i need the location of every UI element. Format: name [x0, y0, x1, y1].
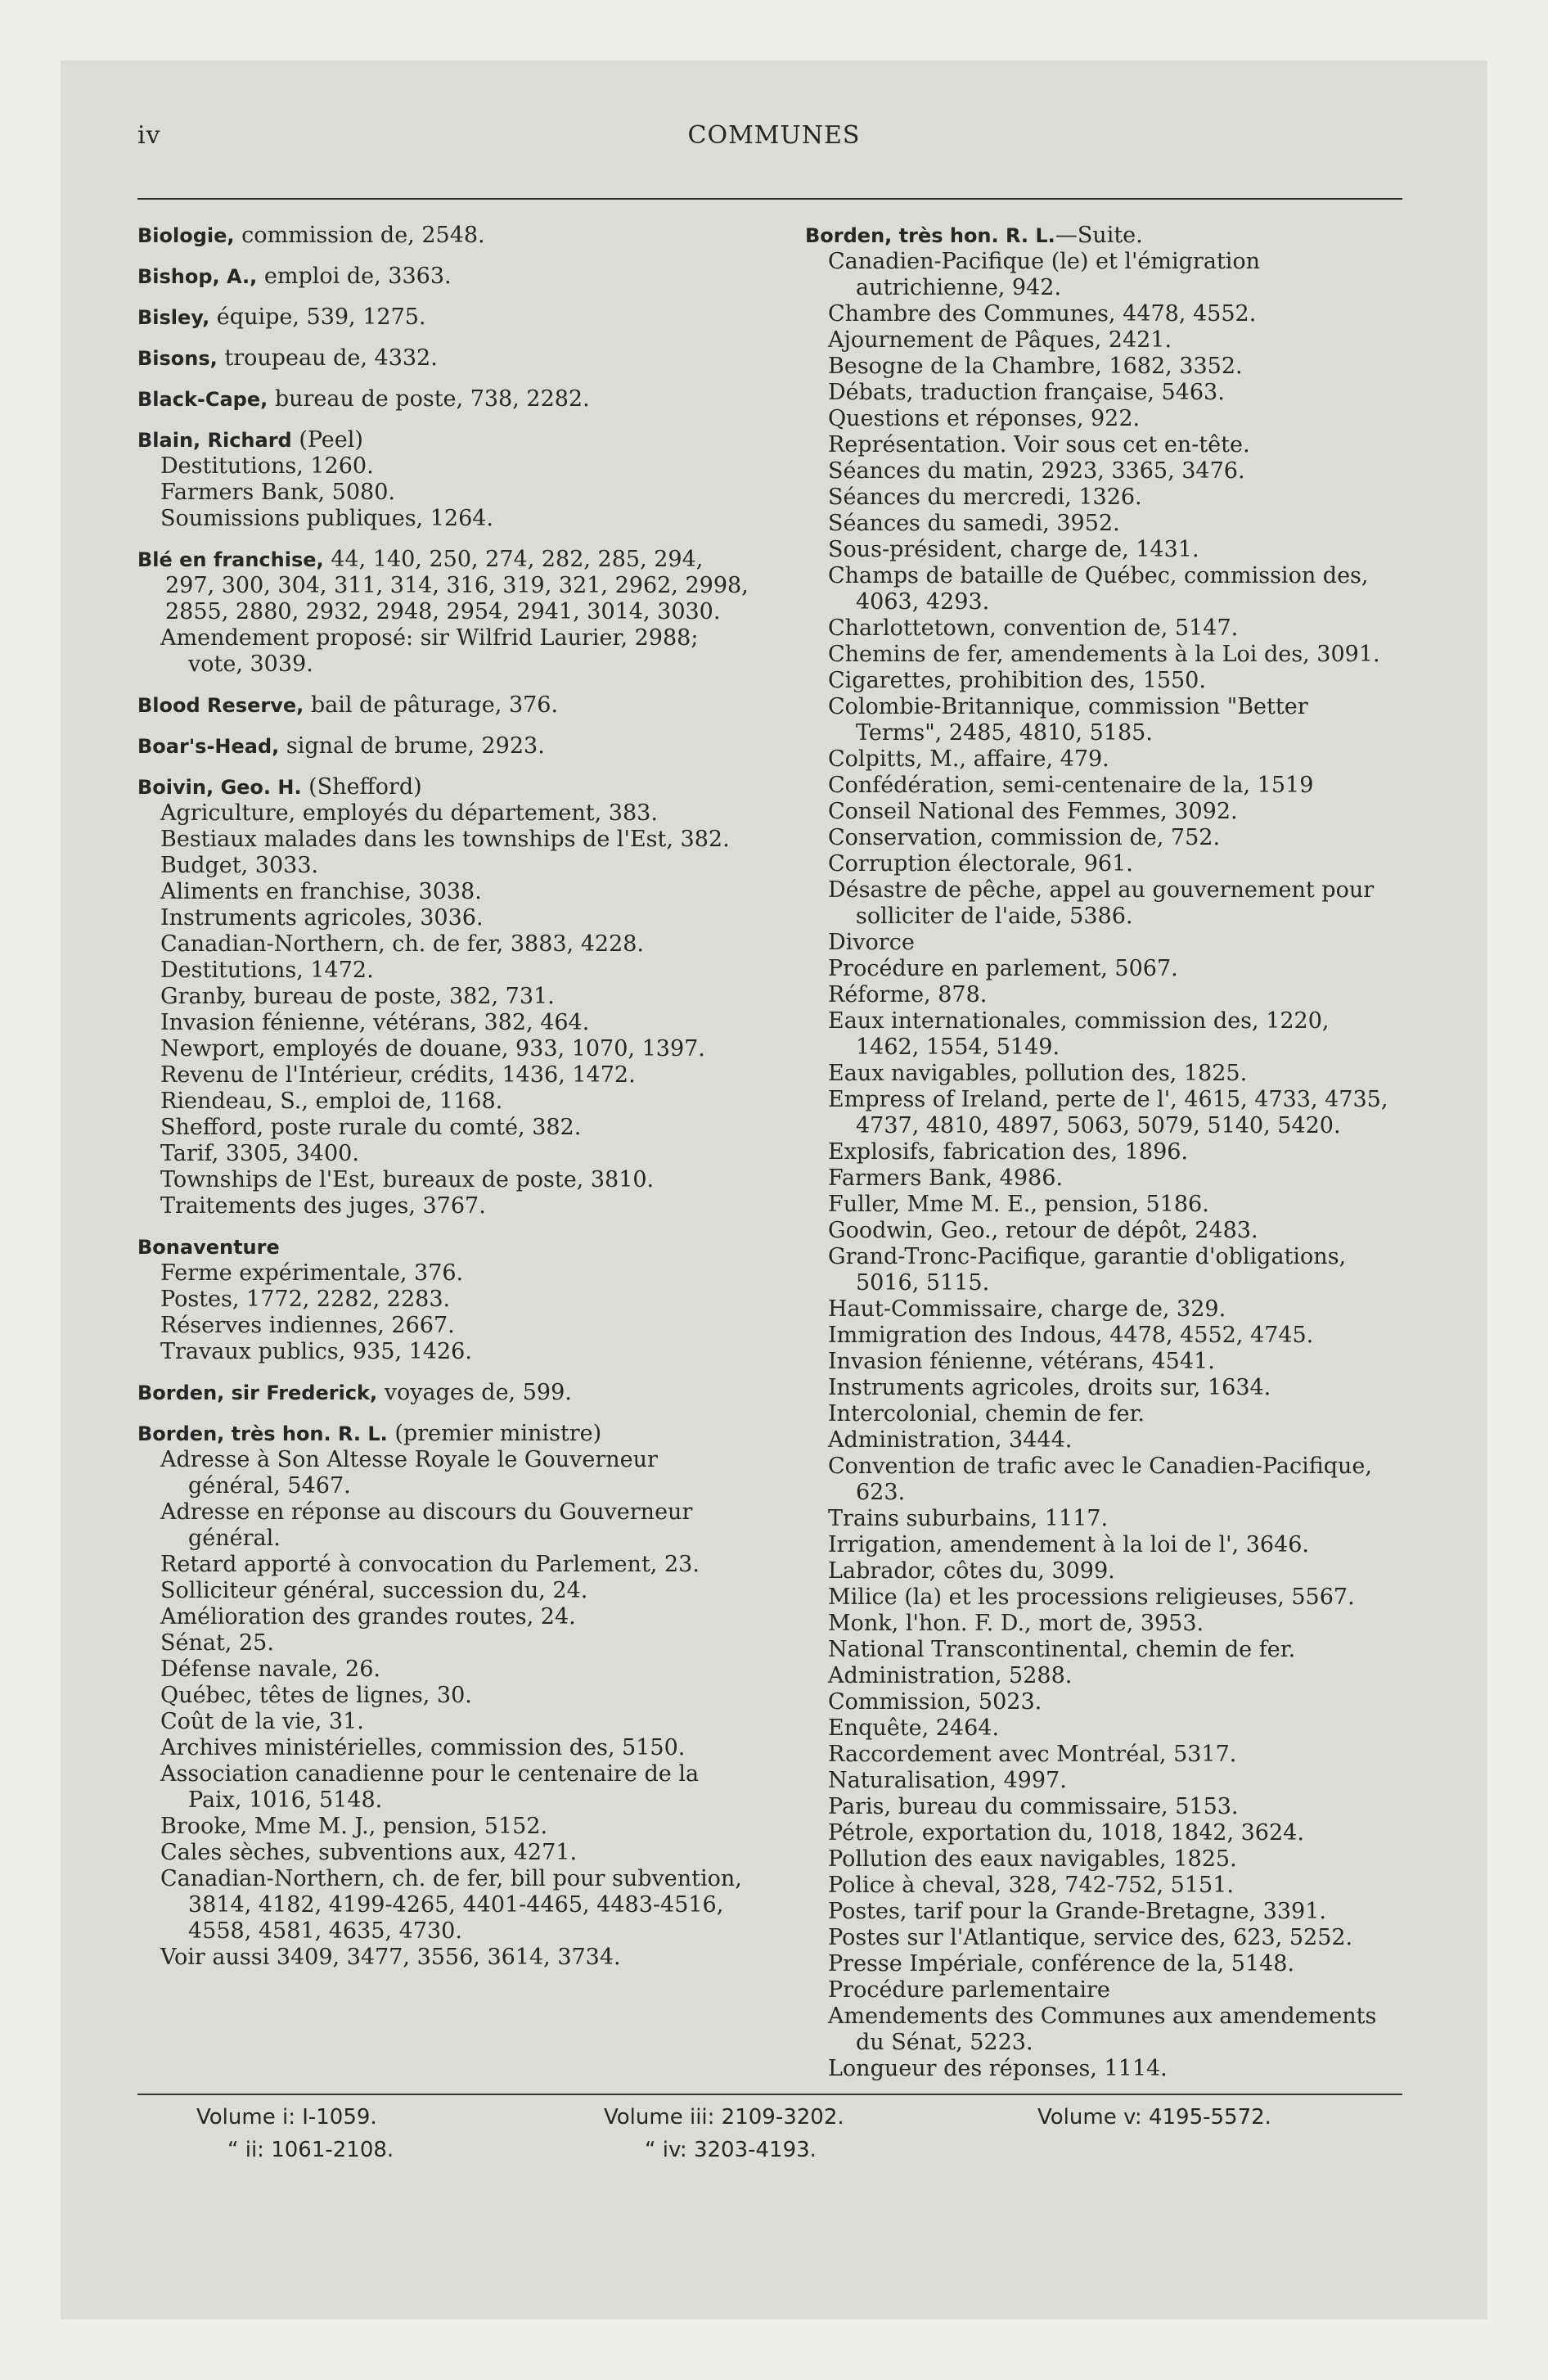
entry-subline: Besogne de la Chambre, 1682, 3352. [828, 354, 1243, 379]
entry-subline: Chemins de fer, amendements à la Loi des, 3091. [828, 642, 1380, 667]
entry-subline: Farmers Bank, 5080. [160, 480, 395, 505]
entry-heading-line [137, 733, 753, 760]
entry-subline: Voir aussi 3409, 3477, 3556, 3614, 3734. [160, 1945, 621, 1970]
index-entry [137, 692, 753, 719]
entry-subline: Police à cheval, 328, 742-752, 5151. [828, 1873, 1234, 1898]
entry-subline: Farmers Bank, 4986. [828, 1165, 1063, 1191]
index-entry [137, 345, 753, 372]
entry-reference: (premier ministre) [387, 1421, 602, 1446]
entry-subline: Séances du samedi, 3952. [828, 511, 1120, 536]
entry-subline: Naturalisation, 4997. [828, 1768, 1067, 1793]
entry-heading: Blood Reserve, [137, 694, 304, 717]
entry-reference: —Suite. [1055, 223, 1143, 248]
entry-subline: Convention de trafic avec le Canadien-Pacifique, 623. [828, 1454, 1372, 1505]
entry-subline: Travaux publics, 935, 1426. [160, 1339, 472, 1364]
entry-subline: Association canadienne pour le centenaire de la Paix, 1016, 5148. [160, 1761, 700, 1813]
entry-subline: Cales sèches, subventions aux, 4271. [160, 1840, 578, 1865]
entry-subline: Enquête, 2464. [828, 1715, 1000, 1741]
entry-heading-line [137, 692, 753, 719]
entry-subline: Eaux navigables, pollution des, 1825. [828, 1061, 1248, 1086]
entry-subline: Débats, traduction française, 5463. [828, 380, 1225, 405]
entry-subline: Champs de bataille de Québec, commission des, 4063, 4293. [828, 563, 1369, 615]
entry-reference: équipe, 539, 1275. [209, 304, 426, 330]
index-entry [137, 1421, 753, 1971]
entry-subline: Eaux internationales, commission des, 1220, 1462, 1554, 5149. [828, 1008, 1330, 1060]
entry-subline: Postes sur l'Atlantique, service des, 623, 5252. [828, 1925, 1353, 1950]
index-entry [137, 223, 753, 249]
entry-heading-line [137, 547, 753, 625]
entry-subline: Explosifs, fabrication des, 1896. [828, 1139, 1189, 1165]
entry-subline: Labrador, côtes du, 3099. [828, 1558, 1115, 1584]
entry-heading: Bonaventure [137, 1236, 280, 1259]
entry-subline: Défense navale, 26. [160, 1657, 380, 1682]
entry-subline: Pétrole, exportation du, 1018, 1842, 3624. [828, 1820, 1304, 1846]
entry-subline: Cigarettes, prohibition des, 1550. [828, 668, 1206, 693]
entry-subline: Colpitts, M., affaire, 479. [828, 746, 1109, 772]
entry-subline: Confédération, semi-centenaire de la, 1519 [828, 773, 1314, 798]
entry-subline: Administration, 3444. [828, 1427, 1073, 1453]
entry-subline: Trains suburbains, 1117. [828, 1506, 1109, 1531]
entry-subline: Amendements des Communes aux amendements du Sénat, 5223. [828, 2004, 1377, 2055]
entry-subline: Intercolonial, chemin de fer. [828, 1401, 1145, 1427]
entry-subline: Réserves indiennes, 2667. [160, 1313, 455, 1338]
entry-heading: Boivin, Geo. H. [137, 776, 302, 799]
entry-subline: Instruments agricoles, 3036. [160, 905, 484, 931]
entry-subline: National Transcontinental, chemin de fer. [828, 1637, 1296, 1662]
entry-subline: Destitutions, 1260. [160, 453, 374, 479]
entry-subline: Sénat, 25. [160, 1630, 274, 1656]
entry-subline: Administration, 5288. [828, 1663, 1073, 1688]
entry-heading-line [137, 345, 753, 372]
entry-subline: Représentation. Voir sous cet en-tête. [828, 432, 1250, 458]
entry-subline: Destitutions, 1472. [160, 958, 374, 983]
entry-subline: Soumissions publiques, 1264. [160, 506, 494, 531]
entry-reference: troupeau de, 4332. [217, 345, 438, 371]
entry-subline: Adresse en réponse au discours du Gouverneur général. [160, 1499, 693, 1551]
entry-subline: Amendement proposé: sir Wilfrid Laurier, 2988; vote, 3039. [160, 625, 699, 677]
entry-reference: 44, 140, 250, 274, 282, 285, 294, 297, 300, 304, 311, 314, 316, 319, 321, 2962, 2998, 2855, 2880, 2932, 2948, 2954, 2941, 3014, 3030. [165, 547, 749, 624]
entry-heading-line [137, 264, 753, 290]
entry-subline: Raccordement avec Montréal, 5317. [828, 1742, 1237, 1767]
entry-subline: Procédure en parlement, 5067. [828, 956, 1178, 981]
volume-ii: “ ii: 1061-2108. [227, 2138, 394, 2162]
index-entry [805, 223, 1399, 2082]
index-entry [137, 304, 753, 331]
entry-subline: Newport, employés de douane, 933, 1070, 1397. [160, 1036, 705, 1062]
entry-heading: Borden, sir Frederick, [137, 1382, 378, 1404]
entry-subline: Aliments en franchise, 3038. [160, 879, 482, 904]
entry-subline: Corruption électorale, 961. [828, 851, 1133, 877]
header-rule [137, 198, 1402, 200]
index-entry [137, 733, 753, 760]
entry-subline: Monk, l'hon. F. D., mort de, 3953. [828, 1611, 1204, 1636]
entry-subline: Commission, 5023. [828, 1689, 1042, 1715]
page-header [137, 121, 1411, 154]
entry-subline: Conservation, commission de, 752. [828, 825, 1221, 850]
entry-reference: emploi de, 3363. [257, 264, 452, 289]
entry-heading: Borden, très hon. R. L. [137, 1422, 388, 1445]
entry-subline: Procédure parlementaire [828, 1977, 1110, 2003]
entry-subline: Longueur des réponses, 1114. [828, 2056, 1168, 2081]
index-column-right [805, 223, 1399, 2097]
entry-subline: Goodwin, Geo., retour de dépôt, 2483. [828, 1218, 1258, 1243]
entry-subline: Revenu de l'Intérieur, crédits, 1436, 1472. [160, 1062, 636, 1088]
entry-heading: Biologie, [137, 224, 235, 247]
entry-subline: Conseil National des Femmes, 3092. [828, 799, 1238, 824]
page-number: iv [137, 121, 161, 150]
entry-heading-line [805, 223, 1399, 249]
entry-heading: Bishop, A., [137, 265, 258, 288]
entry-heading-line [137, 386, 753, 412]
entry-subline: Milice (la) et les processions religieuses, 5567. [828, 1584, 1355, 1610]
entry-subline: Ajournement de Pâques, 2421. [828, 327, 1172, 353]
entry-subline: Postes, 1772, 2282, 2283. [160, 1287, 451, 1312]
entry-subline: Pollution des eaux navigables, 1825. [828, 1846, 1237, 1872]
entry-heading-line [137, 427, 753, 453]
entry-subline: Québec, têtes de lignes, 30. [160, 1683, 472, 1708]
entry-subline: Granby, bureau de poste, 382, 731. [160, 984, 555, 1009]
entry-heading: Blain, Richard [137, 429, 292, 452]
volume-iii: Volume iii: 2109-3202. [604, 2105, 844, 2130]
volume-key [137, 2105, 1411, 2179]
entry-subline: Tarif, 3305, 3400. [160, 1141, 359, 1166]
entry-heading: Boar's-Head, [137, 735, 280, 758]
entry-subline: Traitements des juges, 3767. [160, 1193, 486, 1219]
entry-subline: Invasion fénienne, vétérans, 4541. [828, 1349, 1215, 1374]
entry-subline: Séances du matin, 2923, 3365, 3476. [828, 458, 1245, 484]
entry-subline: Solliciteur général, succession du, 24. [160, 1578, 588, 1603]
entry-subline: Shefford, poste rurale du comté, 382. [160, 1115, 582, 1140]
entry-heading: Borden, très hon. R. L. [805, 224, 1055, 247]
entry-heading: Black-Cape, [137, 388, 268, 411]
entry-subline: Paris, bureau du commissaire, 5153. [828, 1794, 1239, 1819]
index-entry [137, 774, 753, 1219]
footer-rule [137, 2094, 1402, 2095]
entry-subline: Postes, tarif pour la Grande-Bretagne, 3391. [828, 1899, 1326, 1924]
entry-subline: Invasion fénienne, vétérans, 382, 464. [160, 1010, 590, 1035]
entry-subline: Canadien-Pacifique (le) et l'émigration autrichienne, 942. [828, 249, 1261, 300]
entry-subline: Réforme, 878. [828, 982, 988, 1007]
index-entry [137, 1234, 753, 1365]
entry-subline: Immigration des Indous, 4478, 4552, 4745. [828, 1323, 1314, 1348]
entry-subline: Coût de la vie, 31. [160, 1709, 364, 1734]
entry-subline: Colombie-Britannique, commission "Better Terms", 2485, 4810, 5185. [828, 694, 1308, 746]
entry-subline: Haut-Commissaire, charge de, 329. [828, 1296, 1226, 1322]
entry-heading: Bisons, [137, 347, 218, 370]
entry-reference: (Peel) [291, 427, 363, 453]
entry-heading: Blé en franchise, [137, 548, 324, 571]
entry-subline: Ferme expérimentale, 376. [160, 1260, 464, 1286]
entry-heading-line [137, 223, 753, 249]
entry-subline: Townships de l'Est, bureaux de poste, 3810. [160, 1167, 655, 1192]
entry-subline: Amélioration des grandes routes, 24. [160, 1604, 576, 1629]
entry-heading-line [137, 1234, 753, 1260]
entry-subline: Bestiaux malades dans les townships de l'Est, 382. [160, 827, 730, 852]
volume-v: Volume v: 4195-5572. [1037, 2105, 1271, 2130]
entry-subline: Charlottetown, convention de, 5147. [828, 615, 1239, 641]
entry-subline: Fuller, Mme M. E., pension, 5186. [828, 1192, 1209, 1217]
index-entry [137, 547, 753, 678]
running-head: COMMUNES [687, 121, 861, 150]
entry-reference: commission de, 2548. [234, 223, 485, 248]
entry-subline: Canadian-Northern, ch. de fer, 3883, 4228. [160, 931, 645, 957]
index-entry [137, 1380, 753, 1406]
entry-reference: signal de brume, 2923. [279, 733, 545, 759]
entry-subline: Sous-président, charge de, 1431. [828, 537, 1199, 562]
entry-subline: Empress of Ireland, perte de l', 4615, 4733, 4735, 4737, 4810, 4897, 5063, 5079, 5140, 5420. [828, 1087, 1388, 1138]
entry-subline: Budget, 3033. [160, 853, 319, 878]
entry-subline: Canadian-Northern, ch. de fer, bill pour subvention, 3814, 4182, 4199-4265, 4401-4465, 4483-4516, 4558, 4581, 4635, 4730. [160, 1866, 742, 1944]
entry-heading-line [137, 1421, 753, 1447]
entry-reference: bureau de poste, 738, 2282. [268, 386, 590, 412]
entry-subline: Brooke, Mme M. J., pension, 5152. [160, 1814, 548, 1839]
entry-heading: Bisley, [137, 306, 210, 329]
index-column-left [137, 223, 753, 1986]
entry-subline: Chambre des Communes, 4478, 4552. [828, 301, 1257, 327]
volume-i: Volume i: I-1059. [196, 2105, 377, 2130]
index-entry [137, 427, 753, 532]
entry-subline: Instruments agricoles, droits sur, 1634. [828, 1375, 1271, 1400]
entry-subline: Retard apporté à convocation du Parlement, 23. [160, 1552, 700, 1577]
index-entry [137, 386, 753, 412]
entry-heading-line [137, 774, 753, 800]
entry-subline: Désastre de pêche, appel au gouvernement pour solliciter de l'aide, 5386. [828, 877, 1375, 929]
entry-subline: Questions et réponses, 922. [828, 406, 1141, 431]
entry-subline: Grand-Tronc-Pacifique, garantie d'obligations, 5016, 5115. [828, 1244, 1347, 1296]
entry-subline: Presse Impériale, conférence de la, 5148. [828, 1951, 1295, 1977]
entry-subline: Archives ministérielles, commission des, 5150. [160, 1735, 686, 1760]
entry-reference: voyages de, 599. [377, 1380, 572, 1405]
entry-subline: Séances du mercredi, 1326. [828, 485, 1142, 510]
entry-subline: Riendeau, S., emploi de, 1168. [160, 1089, 503, 1114]
entry-subline: Irrigation, amendement à la loi de l', 3646. [828, 1532, 1309, 1557]
entry-heading-line [137, 1380, 753, 1406]
volume-iv: “ iv: 3203-4193. [645, 2138, 817, 2162]
entry-reference: (Shefford) [301, 774, 422, 800]
index-entry [137, 264, 753, 290]
entry-reference: bail de pâturage, 376. [304, 692, 559, 718]
entry-subline: Adresse à Son Altesse Royale le Gouverneur général, 5467. [160, 1447, 658, 1499]
entry-subline: Agriculture, employés du département, 383. [160, 800, 658, 826]
entry-subline: Divorce [828, 930, 915, 955]
entry-heading-line [137, 304, 753, 331]
